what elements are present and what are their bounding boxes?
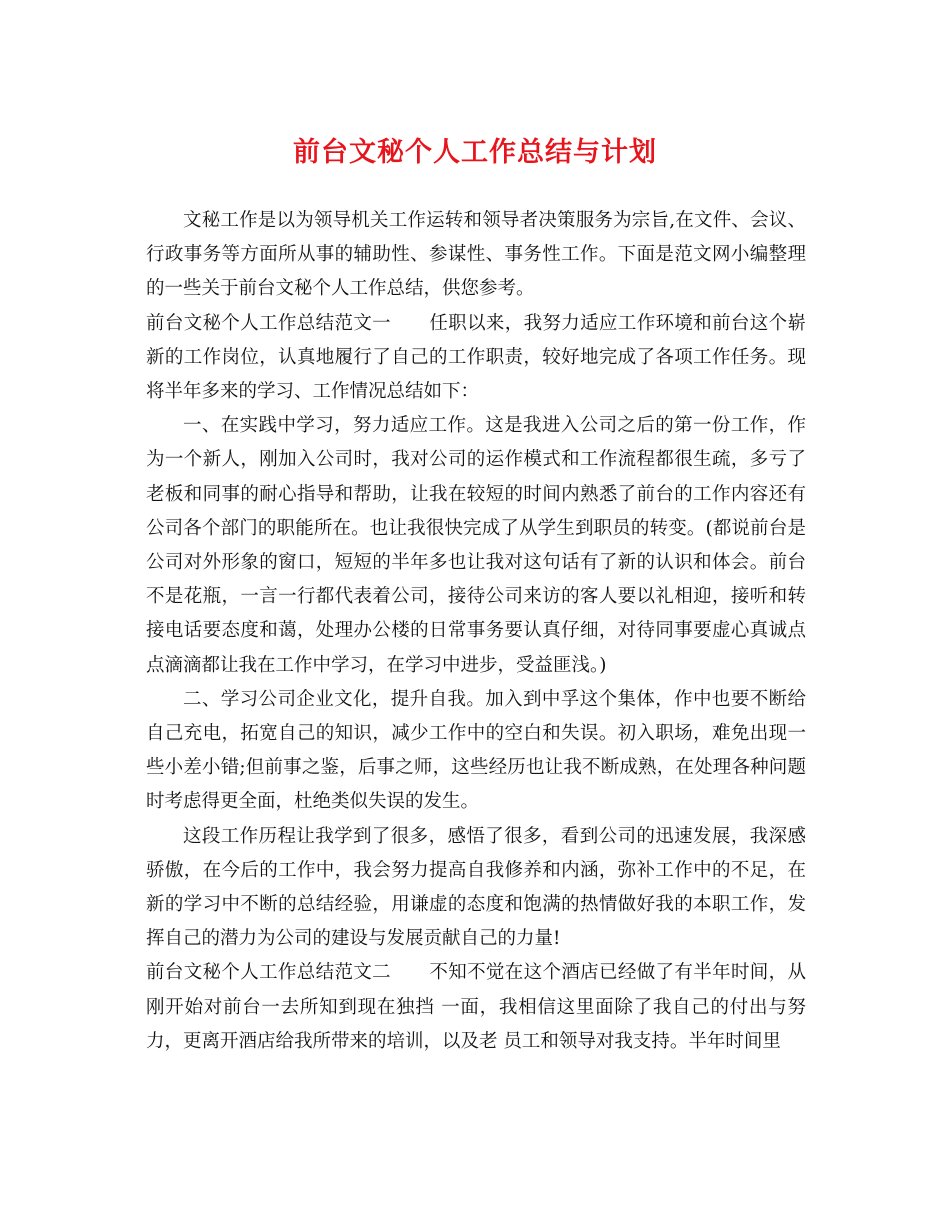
paragraph-sample-two-text: 不知不觉在这个酒店已经做了有半年时间，从刚开始对前台一去所知到现在独挡 一面，我相信这里面除了我自己的付出与努力，更离开酒店给我所带来的培训，以及老 员工和领导对我支持。半年时间里 [146, 962, 806, 1052]
document-title: 前台文秘个人工作总结与计划 [293, 137, 657, 168]
paragraph-sample-two [146, 956, 806, 1059]
section-heading-sample-two: 前台文秘个人工作总结范文二 [146, 962, 392, 984]
paragraph-point-two: 二、学习公司企业文化，提升自我。加入到中孚这个集体，作中也要不断给自己充电，拓宽自己的知识，减少工作中的空白和失误。初入职场，难免出现一些小差小错;但前事之鉴，后事之师，这些经历也让我不断成熟，在处理各种问题时考虑得更全面，杜绝类似失误的发生。 [146, 688, 806, 813]
paragraph-sample-one-text: 任职以来，我努力适应工作环境和前台这个崭新的工作岗位，认真地履行了自己的工作职责，较好地完成了各项工作任务。现将半年多来的学习、工作情况总结如下： [146, 312, 806, 403]
section-heading-sample-one: 前台文秘个人工作总结范文一 [146, 312, 392, 334]
document-body [146, 204, 806, 1059]
paragraph-point-one: 一、在实践中学习，努力适应工作。这是我进入公司之后的第一份工作，作为一个新人，刚加入公司时，我对公司的运作模式和工作流程都很生疏，多亏了老板和同事的耐心指导和帮助，让我在较短的时间内熟悉了前台的工作内容还有公司各个部门的职能所在。也让我很快完成了从学生到职员的转变。(都说前台是公司对外形象的窗口，短短的半年多也让我对这句话有了新的认识和体会。前台不是花瓶，一言一行都代表着公司，接待公司来访的客人要以礼相迎，接听和转接电话要态度和蔼，处理办公楼的日常事务要认真仔细，对待同事要虚心真诚点点滴滴都让我在工作中学习，在学习中进步，受益匪浅。) [146, 415, 806, 676]
paragraph-intro: 文秘工作是以为领导机关工作运转和领导者决策服务为宗旨,在文件、会议、行政事务等方面所从事的辅助性、参谋性、事务性工作。下面是范文网小编整理的一些关于前台文秘个人工作总结，供您参考。 [146, 210, 806, 300]
paragraph-conclusion: 这段工作历程让我学到了很多，感悟了很多，看到公司的迅速发展，我深感骄傲，在今后的工作中，我会努力提高自我修养和内涵，弥补工作中的不足，在新的学习中不断的总结经验，用谦虚的态度和饱满的热情做好我的本职工作，发挥自己的潜力为公司的建设与发展贡献自己的力量! [146, 825, 806, 950]
paragraph-sample-one [146, 307, 806, 410]
